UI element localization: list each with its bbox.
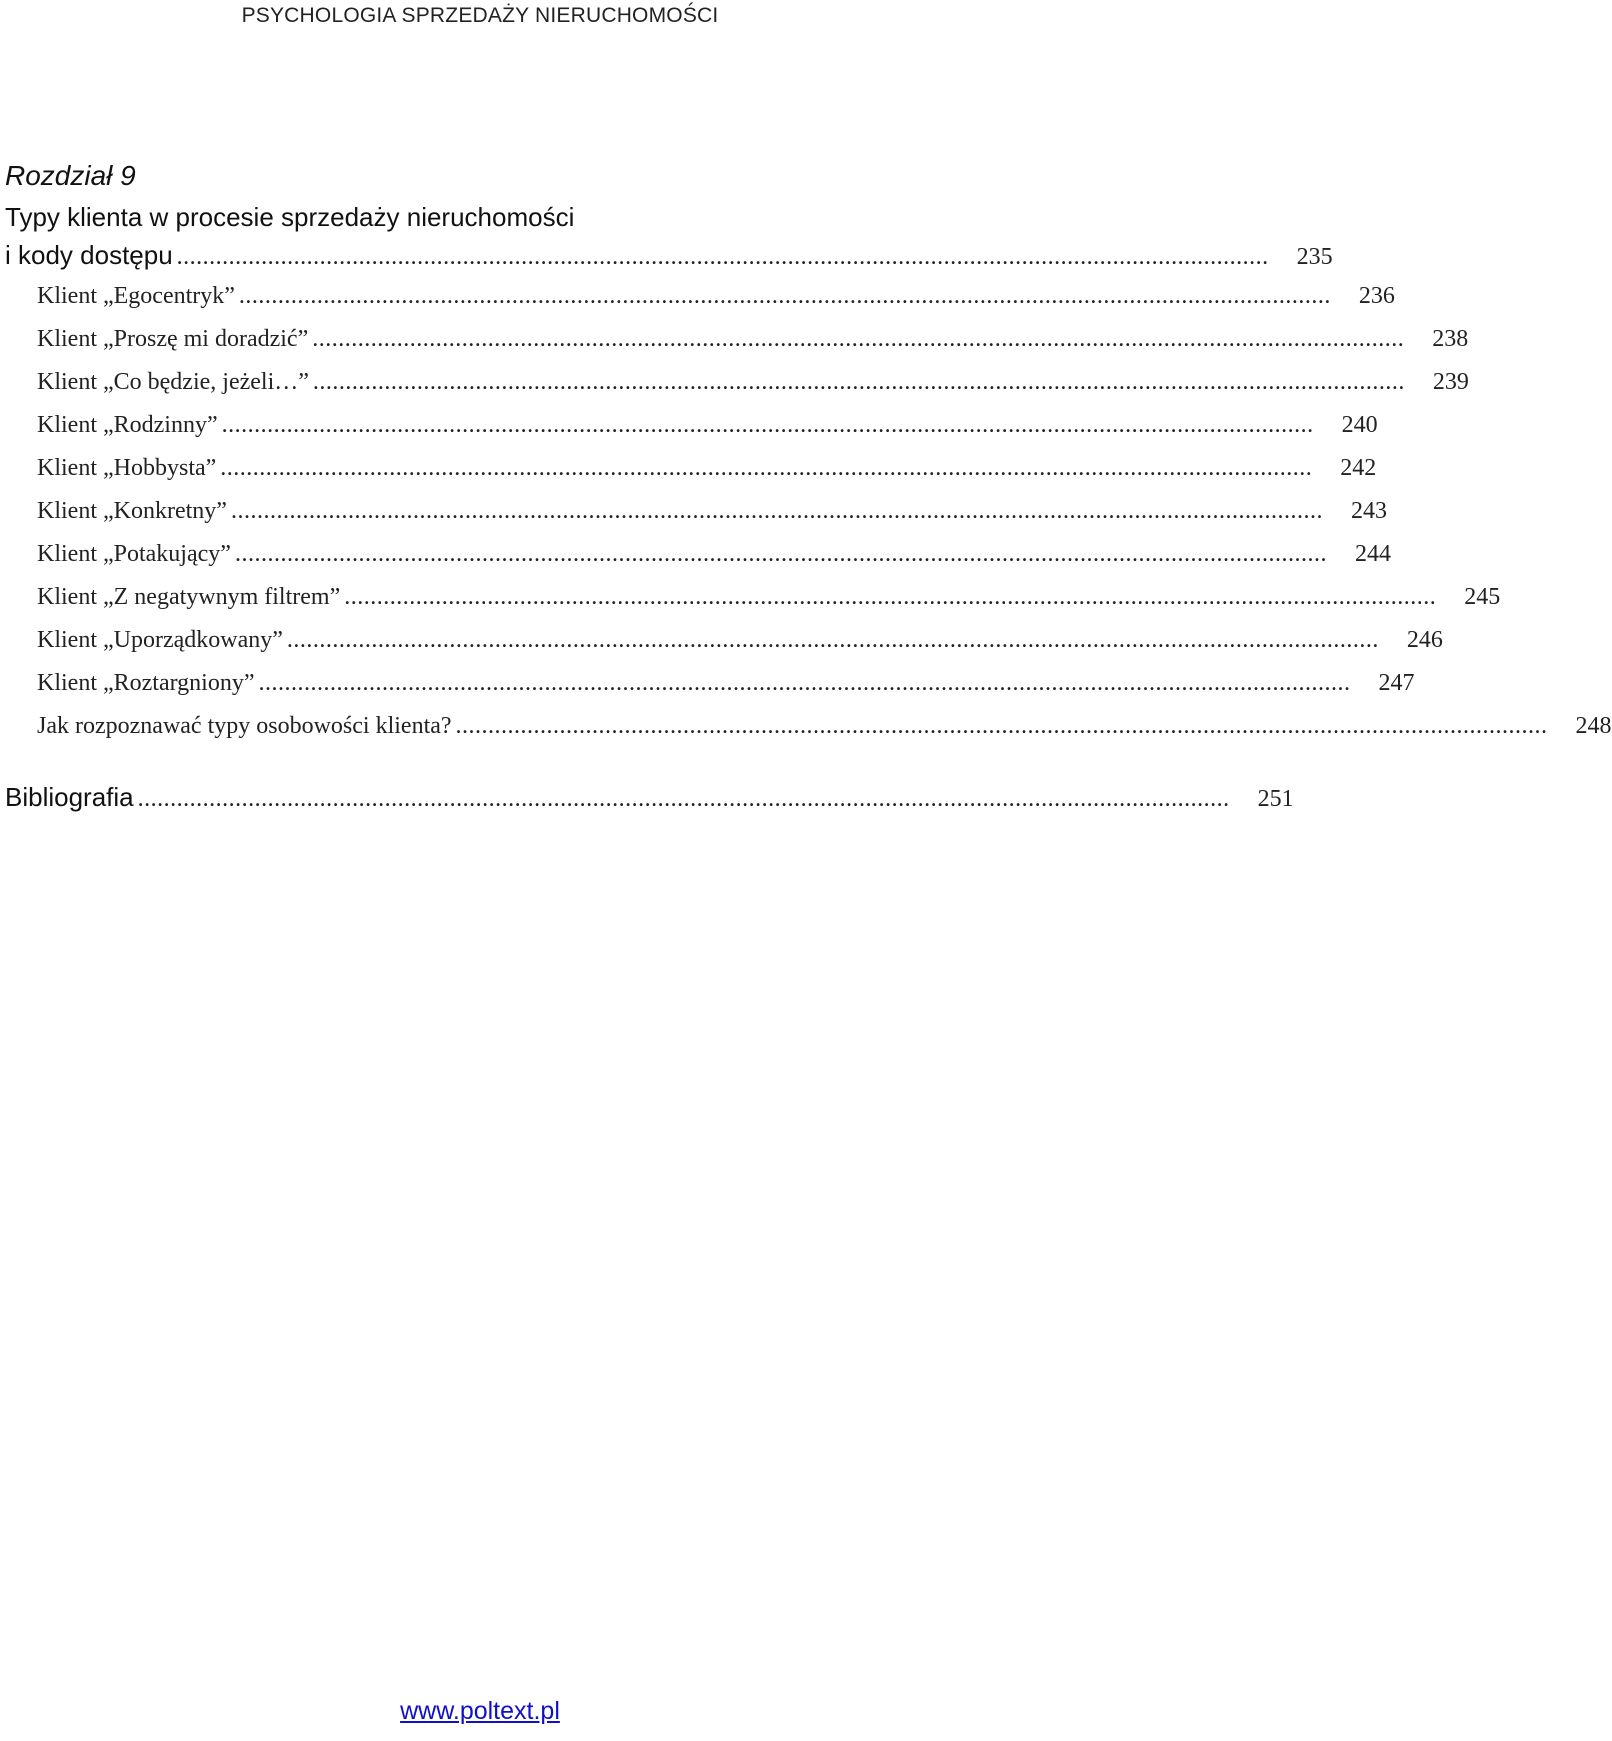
toc-entry-title: Klient „Hobbysta” — [37, 455, 217, 481]
toc-entry[interactable] — [0, 584, 1501, 620]
toc-entry[interactable] — [0, 627, 1443, 663]
dot-leader: ........................................................................................................................................................................ — [176, 244, 1269, 270]
dot-leader: ........................................................................................................................................................................ — [455, 713, 1548, 739]
toc-entry[interactable] — [0, 541, 1391, 577]
page-number: 238 — [1432, 326, 1469, 352]
running-header: PSYCHOLOGIA SPRZEDAŻY NIERUCHOMOŚCI — [241, 4, 719, 27]
dot-leader: ........................................................................................................................................................................ — [234, 541, 1327, 567]
toc-entry-title: Klient „Co będzie, jeżeli…” — [37, 369, 309, 395]
dot-leader: ........................................................................................................................................................................ — [344, 584, 1437, 610]
toc-entry-title: Klient „Egocentryk” — [37, 283, 235, 309]
toc-entry-title: Klient „Proszę mi doradzić” — [37, 326, 309, 352]
toc-entry[interactable] — [0, 412, 1378, 448]
toc-entry[interactable] — [0, 455, 1377, 491]
page-number: 235 — [1296, 244, 1333, 270]
toc-entry-title: Klient „Rodzinny” — [37, 412, 218, 438]
toc-entry-title: Bibliografia — [5, 782, 134, 812]
toc-entry-title: Klient „Potakujący” — [37, 541, 231, 567]
dot-leader: ........................................................................................................................................................................ — [312, 369, 1405, 395]
page-number: 242 — [1340, 455, 1377, 481]
page-number: 251 — [1257, 786, 1294, 812]
dot-leader: ........................................................................................................................................................................ — [238, 283, 1331, 309]
footer — [0, 1697, 960, 1726]
toc-entry-title: Jak rozpoznawać typy osobowości klienta? — [37, 713, 452, 739]
dot-leader: ........................................................................................................................................................................ — [312, 326, 1405, 352]
toc-entry-title: Klient „Uporządkowany” — [37, 627, 283, 653]
dot-leader: ........................................................................................................................................................................ — [221, 412, 1314, 438]
toc-entry-title: Klient „Roztargniony” — [37, 670, 255, 696]
dot-leader: ........................................................................................................................................................................ — [220, 455, 1313, 481]
page-number: 245 — [1464, 584, 1501, 610]
chapter-title-line-1: Typy klienta w procesie sprzedaży nieruchomości — [5, 202, 575, 232]
page-number: 246 — [1406, 627, 1443, 653]
chapter-label: Rozdział 9 — [5, 160, 136, 191]
page-number: 247 — [1378, 670, 1415, 696]
toc-entry[interactable] — [0, 369, 1469, 405]
page-number: 248 — [1575, 713, 1612, 739]
toc-entry[interactable] — [0, 326, 1469, 362]
dot-leader: ........................................................................................................................................................................ — [258, 670, 1351, 696]
toc-entry-bibliography[interactable] — [0, 782, 1294, 818]
page-number: 236 — [1358, 283, 1395, 309]
toc-entry[interactable] — [0, 670, 1415, 706]
website-link[interactable]: www.poltext.pl — [400, 1697, 560, 1725]
toc-entry-title: Klient „Konkretny” — [37, 498, 227, 524]
dot-leader: ........................................................................................................................................................................ — [137, 786, 1230, 812]
page-number: 243 — [1350, 498, 1387, 524]
chapter-title-row[interactable] — [0, 240, 1333, 276]
toc-entry[interactable] — [0, 283, 1395, 319]
page-number: 244 — [1354, 541, 1391, 567]
toc-entry[interactable] — [0, 498, 1387, 534]
page-number: 239 — [1432, 369, 1469, 395]
toc-entry[interactable] — [0, 713, 1612, 749]
dot-leader: ........................................................................................................................................................................ — [230, 498, 1323, 524]
toc-entry-title: Klient „Z negatywnym filtrem” — [37, 584, 341, 610]
dot-leader: ........................................................................................................................................................................ — [286, 627, 1379, 653]
page-number: 240 — [1341, 412, 1378, 438]
chapter-title-line-2: i kody dostępu — [5, 240, 173, 270]
